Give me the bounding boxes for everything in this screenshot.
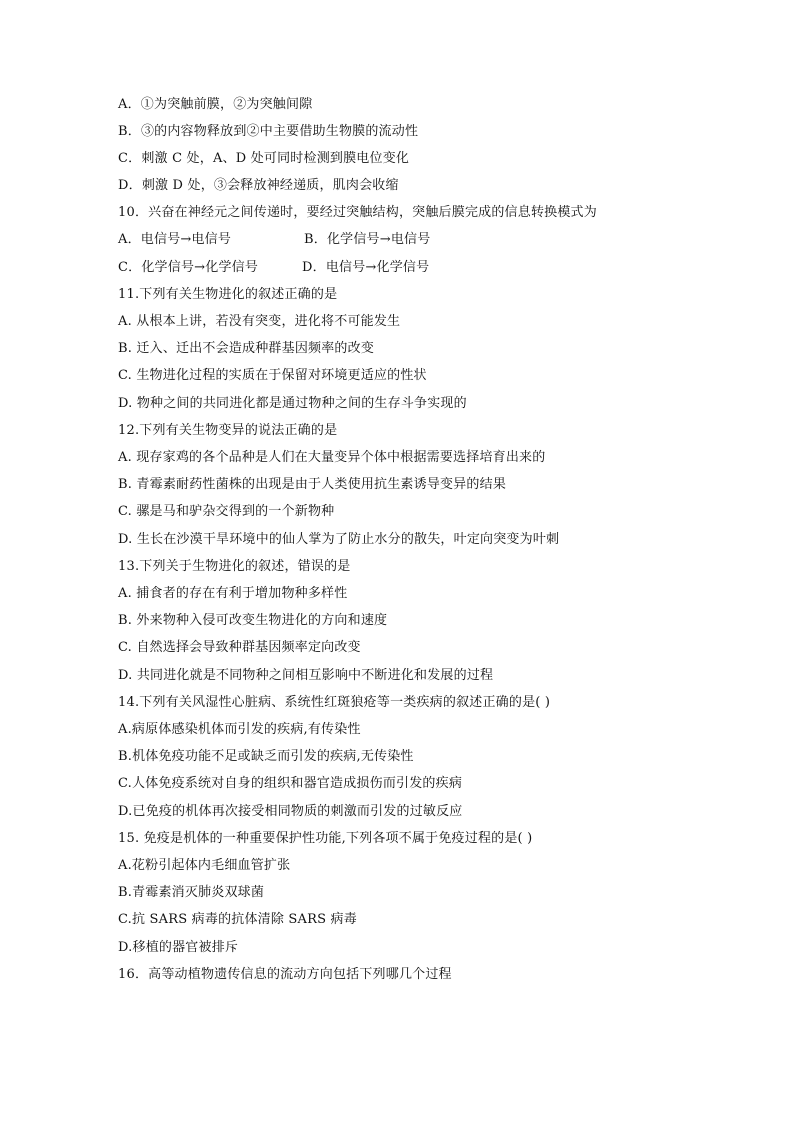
q13-stem: 13.下列关于生物进化的叙述，错误的是 [118, 559, 351, 574]
q9-option-b: B．③的内容物释放到②中主要借助生物膜的流动性 [118, 124, 419, 139]
q15-option-a: A.花粉引起体内毛细血管扩张 [118, 858, 291, 873]
q15-option-d: D.移植的器官被排斥 [118, 940, 239, 955]
q12-stem: 12.下列有关生物变异的说法正确的是 [118, 423, 338, 438]
q14-stem: 14.下列有关风湿性心脏病、系统性红斑狼疮等一类疾病的叙述正确的是( ) [118, 695, 551, 710]
q9-option-a: A．①为突触前膜，②为突触间隙 [118, 97, 313, 112]
q10-stem: 10．兴奋在神经元之间传递时，要经过突触结构，突触后膜完成的信息转换模式为 [118, 205, 597, 220]
q12-option-d: D. 生长在沙漠干旱环境中的仙人掌为了防止水分的散失，叶定向突变为叶刺 [118, 532, 560, 547]
q14-option-b: B.机体免疫功能不足或缺乏而引发的疾病,无传染性 [118, 749, 414, 764]
q14-option-c: C.人体免疫系统对自身的组织和器官造成损伤而引发的疾病 [118, 776, 463, 791]
q11-option-b: B. 迁入、迁出不会造成种群基因频率的改变 [118, 341, 375, 356]
q10-option-c: C．化学信号→化学信号 [118, 260, 259, 275]
q15-option-b: B.青霉素消灭肺炎双球菌 [118, 885, 265, 900]
q14-option-d: D.已免疫的机体再次接受相同物质的刺激而引发的过敏反应 [118, 804, 463, 819]
q10-option-d: D．电信号→化学信号 [302, 260, 430, 275]
q12-option-c: C. 骡是马和驴杂交得到的一个新物种 [118, 504, 335, 519]
q13-option-d: D. 共同进化就是不同物种之间相互影响中不断进化和发展的过程 [118, 668, 494, 683]
q11-option-a: A. 从根本上讲，若没有突变，进化将不可能发生 [118, 314, 401, 329]
q12-option-b: B. 青霉素耐药性菌株的出现是由于人类使用抗生素诱导变异的结果 [118, 477, 507, 492]
q15-option-c: C.抗 SARS 病毒的抗体清除 SARS 病毒 [118, 912, 357, 927]
q10-option-a: A．电信号→电信号 [118, 232, 232, 247]
q13-option-a: A. 捕食者的存在有利于增加物种多样性 [118, 586, 348, 601]
q9-option-c: C．刺激 C 处，A、D 处可同时检测到膜电位变化 [118, 151, 410, 166]
q11-stem: 11.下列有关生物进化的叙述正确的是 [118, 287, 338, 302]
q11-option-c: C. 生物进化过程的实质在于保留对环境更适应的性状 [118, 368, 427, 383]
q10-options-row1 [118, 231, 458, 249]
q16-stem: 16．高等动植物遗传信息的流动方向包括下列哪几个过程 [118, 967, 452, 982]
q12-option-a: A. 现存家鸡的各个品种是人们在大量变异个体中根据需要选择培育出来的 [118, 450, 546, 465]
q13-option-b: B. 外来物种入侵可改变生物进化的方向和速度 [118, 613, 388, 628]
q10-options-row2 [118, 259, 458, 277]
q9-option-d: D．刺激 D 处，③会释放神经递质，肌肉会收缩 [118, 178, 399, 193]
q14-option-a: A.病原体感染机体而引发的疾病,有传染性 [118, 722, 361, 737]
q15-stem: 15. 免疫是机体的一种重要保护性功能,下列各项不属于免疫过程的是( ) [118, 831, 533, 846]
q10-option-b: B．化学信号→电信号 [304, 232, 431, 247]
q11-option-d: D. 物种之间的共同进化都是通过物种之间的生存斗争实现的 [118, 396, 467, 411]
q13-option-c: C. 自然选择会导致种群基因频率定向改变 [118, 640, 361, 655]
